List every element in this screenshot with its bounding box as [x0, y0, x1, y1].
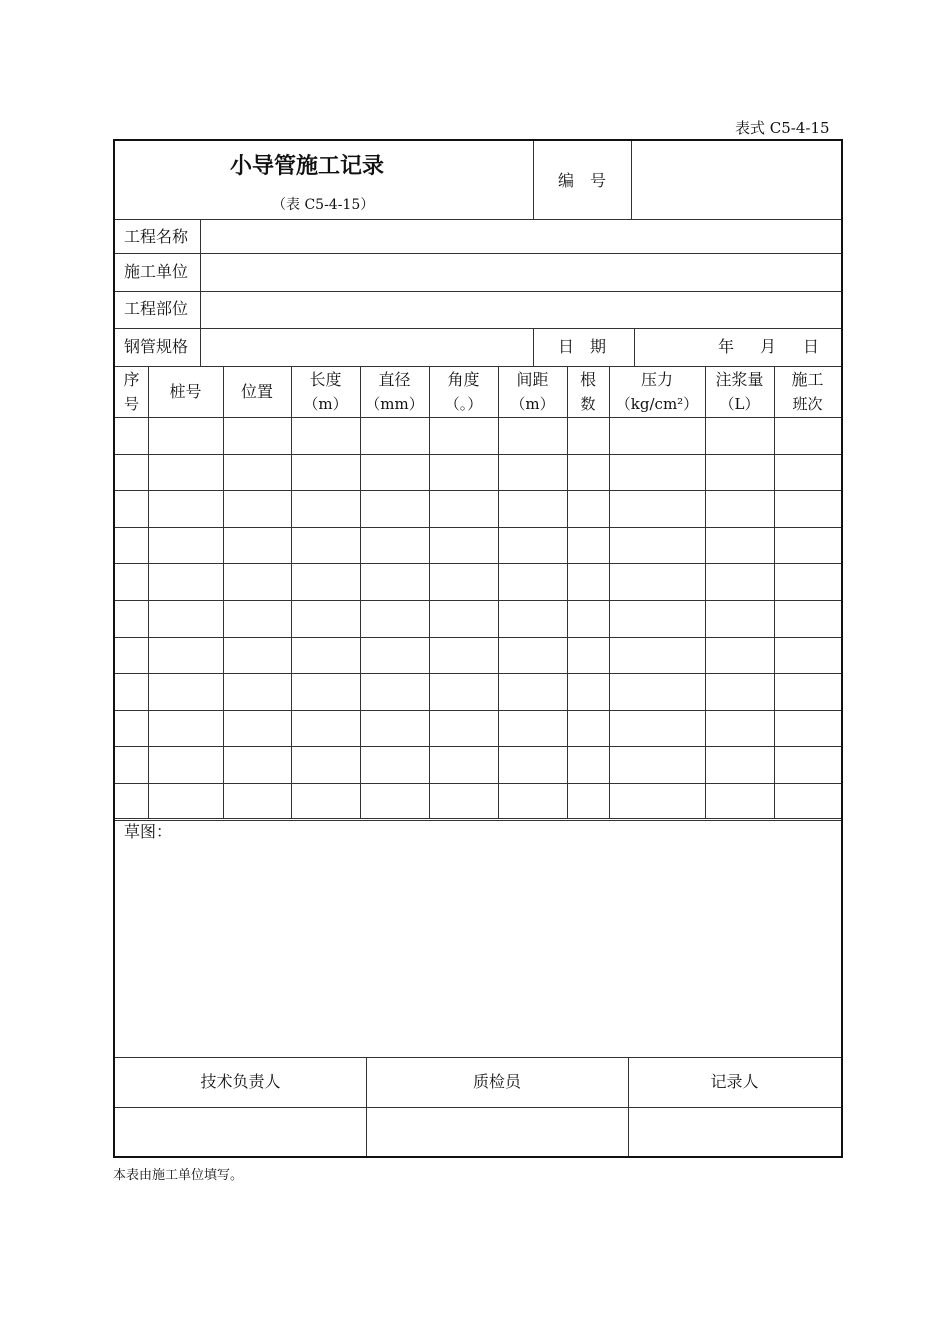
table-cell-length[interactable] [292, 711, 360, 747]
contractor-label: 施工单位 [124, 262, 189, 281]
table-cell-count[interactable] [568, 491, 609, 527]
form-subtitle: （表 C5-4-15） [272, 197, 375, 213]
table-cell-seq[interactable] [116, 455, 148, 491]
table-cell-shift[interactable] [775, 674, 841, 710]
date-day: 日 [803, 337, 820, 356]
col-header-station: 桩号 [169, 382, 202, 401]
table-cell-spacing[interactable] [499, 638, 567, 674]
pipe-spec-label: 钢管规格 [124, 337, 189, 356]
col-header-count-unit: 数 [580, 395, 596, 413]
table-cell-seq[interactable] [116, 711, 148, 747]
table-cell-count[interactable] [568, 711, 609, 747]
table-cell-count[interactable] [568, 528, 609, 564]
table-cell-seq[interactable] [116, 491, 148, 527]
table-cell-shift[interactable] [775, 638, 841, 674]
table-cell-pressure[interactable] [610, 455, 705, 491]
table-cell-count[interactable] [568, 601, 609, 637]
table-cell-diameter[interactable] [361, 455, 429, 491]
table-cell-pressure[interactable] [610, 711, 705, 747]
table-cell-shift[interactable] [775, 601, 841, 637]
table-cell-angle[interactable] [430, 455, 498, 491]
table-cell-shift[interactable] [775, 747, 841, 783]
table-cell-pressure[interactable] [610, 564, 705, 600]
col-header-seq: 序 [123, 370, 140, 389]
table-cell-position[interactable] [224, 674, 291, 710]
table-cell-grout-volume[interactable] [706, 784, 774, 820]
col-header-grout-volume-unit: （L） [719, 395, 760, 413]
col-header-diameter: 直径 [378, 370, 411, 389]
table-cell-position[interactable] [224, 564, 291, 600]
table-cell-shift[interactable] [775, 528, 841, 564]
col-header-position: 位置 [240, 382, 273, 401]
table-cell-angle[interactable] [430, 564, 498, 600]
table-cell-station[interactable] [149, 418, 223, 454]
table-cell-count[interactable] [568, 455, 609, 491]
table-cell-length[interactable] [292, 601, 360, 637]
table-cell-pressure[interactable] [610, 418, 705, 454]
table-cell-diameter[interactable] [361, 638, 429, 674]
table-cell-grout-volume[interactable] [706, 491, 774, 527]
col-header-spacing: 间距 [516, 370, 549, 389]
col-header-angle-unit: （。） [444, 395, 483, 413]
table-cell-seq[interactable] [116, 747, 148, 783]
table-cell-diameter[interactable] [361, 674, 429, 710]
table-cell-seq[interactable] [116, 601, 148, 637]
table-cell-count[interactable] [568, 638, 609, 674]
table-cell-length[interactable] [292, 784, 360, 820]
recorder-signature[interactable] [629, 1108, 841, 1156]
table-cell-pressure[interactable] [610, 491, 705, 527]
table-cell-spacing[interactable] [499, 711, 567, 747]
project-name-field[interactable] [201, 220, 841, 253]
table-cell-seq[interactable] [116, 638, 148, 674]
pipe-spec-field[interactable] [201, 329, 533, 366]
table-cell-position[interactable] [224, 601, 291, 637]
table-cell-grout-volume[interactable] [706, 455, 774, 491]
table-cell-grout-volume[interactable] [706, 601, 774, 637]
table-cell-seq[interactable] [116, 784, 148, 820]
table-cell-station[interactable] [149, 601, 223, 637]
table-cell-position[interactable] [224, 747, 291, 783]
table-cell-pressure[interactable] [610, 747, 705, 783]
table-cell-position[interactable] [224, 455, 291, 491]
table-cell-position[interactable] [224, 528, 291, 564]
date-month: 月 [760, 337, 777, 356]
contractor-field[interactable] [201, 254, 841, 291]
col-header-angle: 角度 [447, 370, 480, 389]
table-cell-diameter[interactable] [361, 711, 429, 747]
tech-lead-label: 技术负责人 [200, 1072, 281, 1091]
tech-lead-signature[interactable] [115, 1108, 366, 1156]
table-cell-diameter[interactable] [361, 601, 429, 637]
table-cell-shift[interactable] [775, 564, 841, 600]
col-header-shift-unit: 班次 [792, 395, 823, 413]
table-cell-spacing[interactable] [499, 601, 567, 637]
table-cell-pressure[interactable] [610, 674, 705, 710]
table-cell-angle[interactable] [430, 528, 498, 564]
table-cell-pressure[interactable] [610, 601, 705, 637]
table-cell-station[interactable] [149, 455, 223, 491]
table-cell-grout-volume[interactable] [706, 674, 774, 710]
table-cell-position[interactable] [224, 638, 291, 674]
table-cell-angle[interactable] [430, 784, 498, 820]
project-part-label: 工程部位 [124, 299, 189, 318]
table-cell-position[interactable] [224, 711, 291, 747]
col-header-grout-volume: 注浆量 [715, 370, 764, 389]
table-cell-diameter[interactable] [361, 564, 429, 600]
table-cell-shift[interactable] [775, 784, 841, 820]
table-cell-shift[interactable] [775, 455, 841, 491]
table-cell-station[interactable] [149, 491, 223, 527]
table-cell-diameter[interactable] [361, 528, 429, 564]
table-cell-grout-volume[interactable] [706, 418, 774, 454]
table-cell-length[interactable] [292, 564, 360, 600]
table-cell-spacing[interactable] [499, 747, 567, 783]
table-cell-shift[interactable] [775, 418, 841, 454]
project-name-label: 工程名称 [124, 227, 189, 246]
table-cell-count[interactable] [568, 747, 609, 783]
table-cell-length[interactable] [292, 747, 360, 783]
table-cell-position[interactable] [224, 418, 291, 454]
col-header-pressure: 压力 [640, 370, 673, 389]
table-cell-spacing[interactable] [499, 674, 567, 710]
table-cell-spacing[interactable] [499, 564, 567, 600]
table-cell-station[interactable] [149, 564, 223, 600]
table-cell-diameter[interactable] [361, 784, 429, 820]
table-cell-diameter[interactable] [361, 491, 429, 527]
record-form [113, 139, 843, 1158]
table-cell-length[interactable] [292, 418, 360, 454]
table-cell-grout-volume[interactable] [706, 528, 774, 564]
table-cell-spacing[interactable] [499, 784, 567, 820]
table-cell-length[interactable] [292, 491, 360, 527]
table-cell-angle[interactable] [430, 674, 498, 710]
table-cell-grout-volume[interactable] [706, 564, 774, 600]
table-cell-station[interactable] [149, 784, 223, 820]
table-cell-count[interactable] [568, 418, 609, 454]
table-cell-length[interactable] [292, 455, 360, 491]
col-header-pressure-unit: （kg/cm²） [615, 395, 699, 413]
table-cell-shift[interactable] [775, 491, 841, 527]
table-cell-count[interactable] [568, 784, 609, 820]
table-cell-diameter[interactable] [361, 418, 429, 454]
table-cell-diameter[interactable] [361, 747, 429, 783]
col-header-length: 长度 [309, 370, 342, 389]
table-cell-station[interactable] [149, 674, 223, 710]
table-cell-count[interactable] [568, 674, 609, 710]
number-label: 编 号 [558, 171, 607, 190]
sketch-label: 草图： [124, 822, 173, 841]
col-header-shift: 施工 [791, 370, 824, 389]
table-cell-pressure[interactable] [610, 784, 705, 820]
table-cell-spacing[interactable] [499, 418, 567, 454]
table-cell-grout-volume[interactable] [706, 747, 774, 783]
table-cell-angle[interactable] [430, 418, 498, 454]
table-cell-angle[interactable] [430, 601, 498, 637]
table-cell-grout-volume[interactable] [706, 638, 774, 674]
form-title: 小导管施工记录 [230, 154, 385, 179]
recorder-label: 记录人 [710, 1072, 759, 1091]
table-cell-length[interactable] [292, 674, 360, 710]
table-cell-seq[interactable] [116, 564, 148, 600]
table-cell-pressure[interactable] [610, 528, 705, 564]
table-cell-length[interactable] [292, 528, 360, 564]
form-code: 表式 C5-4-15 [735, 119, 830, 137]
table-cell-angle[interactable] [430, 638, 498, 674]
date-year: 年 [718, 337, 735, 356]
col-header-count: 根 [579, 370, 596, 389]
col-header-diameter-unit: （mm） [365, 395, 424, 413]
col-header-length-unit: （m） [303, 395, 348, 413]
table-cell-shift[interactable] [775, 711, 841, 747]
table-cell-length[interactable] [292, 638, 360, 674]
project-part-field[interactable] [201, 292, 841, 328]
table-cell-station[interactable] [149, 638, 223, 674]
col-header-spacing-unit: （m） [510, 395, 555, 413]
footnote: 本表由施工单位填写。 [113, 1168, 244, 1183]
table-cell-station[interactable] [149, 711, 223, 747]
table-cell-spacing[interactable] [499, 491, 567, 527]
sketch-area[interactable] [115, 846, 841, 1056]
table-cell-station[interactable] [149, 747, 223, 783]
date-label: 日 期 [558, 337, 607, 356]
table-cell-angle[interactable] [430, 711, 498, 747]
table-cell-count[interactable] [568, 564, 609, 600]
table-cell-grout-volume[interactable] [706, 711, 774, 747]
table-cell-angle[interactable] [430, 491, 498, 527]
col-header-seq-unit: 号 [123, 395, 139, 413]
table-cell-angle[interactable] [430, 747, 498, 783]
inspector-signature[interactable] [367, 1108, 628, 1156]
number-field[interactable] [632, 141, 841, 219]
table-cell-position[interactable] [224, 491, 291, 527]
table-cell-pressure[interactable] [610, 638, 705, 674]
table-cell-position[interactable] [224, 784, 291, 820]
table-cell-seq[interactable] [116, 418, 148, 454]
inspector-label: 质检员 [472, 1072, 521, 1091]
table-cell-seq[interactable] [116, 528, 148, 564]
table-cell-seq[interactable] [116, 674, 148, 710]
table-cell-station[interactable] [149, 528, 223, 564]
table-cell-spacing[interactable] [499, 528, 567, 564]
table-cell-spacing[interactable] [499, 455, 567, 491]
